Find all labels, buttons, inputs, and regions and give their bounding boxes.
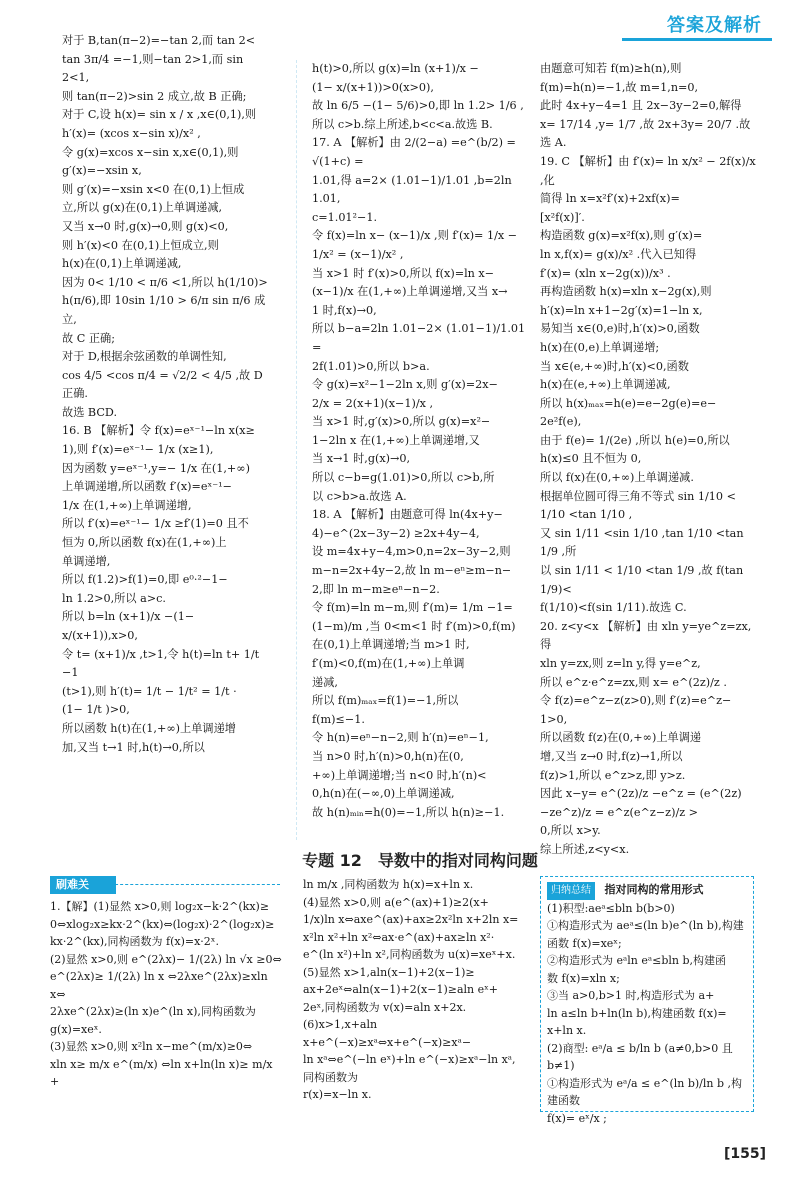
text-line: 当 x→1 时,g(x)→0, xyxy=(312,452,411,466)
page-header xyxy=(667,8,762,40)
text-line: 1−2ln x 在(1,+∞)上单调递增,又 xyxy=(312,433,480,447)
text-line: h′(x)= (xcos x−sin x)/x² , xyxy=(62,126,201,140)
text-line: h′(x)=ln x+1−2g′(x)=1−ln x, xyxy=(540,303,703,317)
text-line: x= 17/14 ,y= 1/7 ,故 2x+3y= 20/7 .故选 A. xyxy=(540,117,751,150)
text-line: 恒为 0,所以函数 f(x)在(1,+∞)上 xyxy=(62,536,227,550)
text-line: 20. z<y<x 【解析】由 xln y=ye^z=zx,得 xyxy=(540,619,752,652)
text-line: 上单调递增,所以函数 f′(x)=eˣ⁻¹− xyxy=(62,480,233,494)
text-line: xln y=zx,则 z=ln y,得 y=e^z, xyxy=(540,657,701,670)
text-line: 对于 B,tan(π−2)=−tan 2,而 tan 2< xyxy=(62,34,256,47)
text-line: 令 t= (x+1)/x ,t>1,令 h(t)=ln t+ 1/t −1 xyxy=(62,647,260,680)
text-line: 18. A 【解析】由题意可得 ln(4x+y− xyxy=(312,508,503,522)
column-1 xyxy=(62,32,272,757)
text-line: 1 时,f(x)→0, xyxy=(312,303,377,317)
text-line: (2)显然 x>0,则 e^(2λx)− 1/(2λ) ln √x ≥0⇔ xyxy=(50,952,282,966)
text-line: 对于 C,设 h(x)= sin x / x ,x∈(0,1),则 xyxy=(62,108,257,122)
text-line: e^(2λx)≥ 1/(2λ) ln x ⇔2λxe^(2λx)≥xln x⇔ xyxy=(50,970,268,1001)
text-line: 又 sin 1/11 <sin 1/10 ,tan 1/10 <tan 1/9 ,所 xyxy=(540,526,744,559)
summary-line: ①构造形式为 eᵃ/a ≤ e^(ln b)/ln b ,构建函数 xyxy=(547,1076,743,1107)
text-line: 所以 f′(x)=eˣ⁻¹− 1/x ≥f′(1)=0 且不 xyxy=(62,517,249,531)
summary-line: ②构造形式为 eᵃln eᵃ≤bln b,构建函 xyxy=(547,954,726,967)
text-line: h(t)>0,所以 g(x)=ln (x+1)/x − xyxy=(312,62,479,75)
text-line: r(x)=x−ln x. xyxy=(303,1088,372,1101)
text-line: cos 4/5 <cos π/4 = √2/2 < 4/5 ,故 D 正确. xyxy=(62,368,263,401)
text-line: 2λxe^(2λx)≥(ln x)e^(ln x),同构函数为 xyxy=(50,1005,256,1018)
text-line: 令 f(m)=ln m−m,则 f′(m)= 1/m −1= xyxy=(312,601,513,615)
difficulty-tag: 刷难关 xyxy=(50,876,116,894)
summary-line: x+ln x. xyxy=(547,1024,587,1037)
text-line: 由于 f(e)= 1/(2e) ,所以 h(e)=0,所以 xyxy=(540,433,730,447)
summary-box xyxy=(540,876,754,1125)
text-line: 此时 4x+y−4=1 且 2x−3y−2=0,解得 xyxy=(540,99,742,113)
text-line: 当 x>1 时,g′(x)>0,所以 g(x)=x²− xyxy=(312,415,491,429)
text-line: 19. C 【解析】由 f′(x)= ln x/x² − 2f(x)/x ,化 xyxy=(540,154,756,187)
summary-line: 函数 f(x)=xeˣ; xyxy=(547,936,622,950)
text-line: 因为函数 y=eˣ⁻¹,y=− 1/x 在(1,+∞) xyxy=(62,461,250,475)
text-line: g(x)=xeˣ. xyxy=(50,1022,102,1036)
text-line: 所以函数 f(z)在(0,+∞)上单调递 xyxy=(540,731,702,745)
text-line: 1/x 在(1,+∞)上单调递增, xyxy=(62,498,192,512)
text-line: f(m)=h(n)=−1,故 m=1,n=0, xyxy=(540,80,699,94)
summary-line: ln a≤ln b+ln(ln b),构建函数 f(x)= xyxy=(547,1006,727,1020)
text-line: 递减, xyxy=(312,675,338,689)
text-line: 所以 c>b.综上所述,b<c<a.故选 B. xyxy=(312,117,493,131)
text-line: kx·2^(kx),同构函数为 f(x)=x·2ˣ. xyxy=(50,935,219,948)
text-line: e^(ln x²)+ln x²,同构函数为 u(x)=xeˣ+x. xyxy=(303,948,516,961)
text-line: h(x)在(e,+∞)上单调递减, xyxy=(540,378,671,392)
text-line: (5)显然 x>1,aln(x−1)+2(x−1)≥ xyxy=(303,965,475,979)
text-line: 所以 e^z·e^z=zx,则 x= e^(2z)/z . xyxy=(540,675,727,689)
text-line: (t>1),则 h′(t)= 1/t − 1/t² = 1/t · xyxy=(62,684,237,698)
column-divider xyxy=(296,60,297,840)
text-line: 1/x)ln x⇔axe^(ax)+ax≥2x²ln x+2ln x= xyxy=(303,913,519,926)
text-line: 单调递增, xyxy=(62,554,111,568)
text-line: 1),则 f′(x)=eˣ⁻¹− 1/x (x≥1), xyxy=(62,443,214,457)
summary-line: f(x)= eˣ/x ; xyxy=(547,1111,607,1125)
text-line: 所以 f(x)在(0,+∞)上单调递减. xyxy=(540,471,694,485)
page-number: [155] xyxy=(723,1146,766,1162)
text-line: 所以 b=ln (x+1)/x −(1− x/(x+1)),x>0, xyxy=(62,610,195,642)
text-line: 4)−e^(2x−3y−2) ≥2x+4y−4, xyxy=(312,526,480,540)
text-line: ln x,f(x)= g(x)/x² .代入已知得 xyxy=(540,247,697,261)
text-line: 所以 h(x)ₘₐₓ=h(e)=e−2g(e)=e− xyxy=(540,396,717,410)
text-line: 当 x∈(e,+∞)时,h′(x)<0,函数 xyxy=(540,359,689,373)
text-line: h(π/6),即 10sin 1/10 > 6/π sin π/6 成立, xyxy=(62,294,266,326)
text-line: 所以函数 h(t)在(1,+∞)上单调递增 xyxy=(62,721,236,735)
text-line: 0,h(n)在(−∞,0)上单调递减, xyxy=(312,787,455,801)
text-line: 则 g′(x)=−xsin x<0 在(0,1)上恒成 xyxy=(62,182,245,196)
text-line: 令 g(x)=xcos x−sin x,x∈(0,1),则 xyxy=(62,145,239,159)
text-line: 简得 ln x=x²f′(x)+2xf(x)= xyxy=(540,192,680,206)
text-line: f′(x)= (xln x−2g(x))/x³ . xyxy=(540,266,671,280)
text-line: 17. A 【解析】由 2/(2−a) =e^(b/2) = √(1+c) = xyxy=(312,136,516,168)
text-line: 当 x>1 时 f′(x)>0,所以 f(x)=ln x− xyxy=(312,266,495,280)
text-line: +∞)上单调递增;当 n<0 时,h′(n)< xyxy=(312,768,487,782)
summary-line: ①构造形式为 aeᵃ≤(ln b)e^(ln b),构建 xyxy=(547,919,744,932)
summary-line: 数 f(x)=xln x; xyxy=(547,971,620,985)
text-line: h(x)≤0 且不恒为 0, xyxy=(540,452,642,466)
text-line: 综上所述,z<y<x. xyxy=(540,842,630,856)
text-line: 立,所以 g(x)在(0,1)上单调递减, xyxy=(62,201,223,215)
text-line: 所以 b−a=2ln 1.01−2× (1.01−1)/1.01 = xyxy=(312,322,526,354)
text-line: 又当 x→0 时,g(x)→0,则 g(x)<0, xyxy=(62,219,229,233)
text-line: 故选 BCD. xyxy=(62,405,118,419)
text-line: h(x)在(0,1)上单调递减, xyxy=(62,257,182,271)
text-line: 所以 f(m)ₘₐₓ=f(1)=−1,所以 xyxy=(312,694,459,708)
text-line: 故 h(n)ₘᵢₙ=h(0)=−1,所以 h(n)≥−1. xyxy=(312,805,505,819)
text-line: xln x≥ m/x e^(m/x) ⇔ln x+ln(ln x)≥ m/x + xyxy=(50,1057,273,1088)
text-line: 1>0, xyxy=(540,712,568,726)
text-line: (4)显然 x>0,则 a(e^(ax)+1)≥2(x+ xyxy=(303,895,489,909)
text-line: 0⇔xlog₂x≥kx·2^(kx)⇔(log₂x)·2^(log₂x)≥ xyxy=(50,917,275,931)
text-line: (1− x/(x+1))>0(x>0), xyxy=(312,80,434,94)
bottom-column-1 xyxy=(50,898,285,1091)
text-line: 2e²f(e), xyxy=(540,415,582,429)
text-line: 易知当 x∈(0,e)时,h′(x)>0,函数 xyxy=(540,322,700,336)
text-line: 令 f(z)=e^z−z(z>0),则 f′(z)=e^z− xyxy=(540,694,732,708)
text-line: 1/10 <tan 1/10 , xyxy=(540,508,633,522)
text-line: 1.01,得 a=2× (1.01−1)/1.01 ,b=2ln 1.01, xyxy=(312,173,512,206)
header-rule xyxy=(622,38,772,41)
tag-dashed-line xyxy=(110,884,280,885)
text-line: 所以 c−b=g(1.01)>0,所以 c>b,所 xyxy=(312,471,495,485)
text-line: 令 h(n)=eⁿ−n−2,则 h′(n)=eⁿ−1, xyxy=(312,731,489,745)
text-line: 构造函数 g(x)=x²f(x),则 g′(x)= xyxy=(540,229,703,243)
text-line: 对于 D,根据余弦函数的单调性知, xyxy=(62,350,227,364)
text-line: [x²f(x)]′. xyxy=(540,210,585,224)
text-line: 则 h′(x)<0 在(0,1)上恒成立,则 xyxy=(62,238,219,252)
text-line: 令 f(x)=ln x− (x−1)/x ,则 f′(x)= 1/x − xyxy=(312,229,518,243)
text-line: 故 C 正确; xyxy=(62,331,116,345)
text-line: (1−m)/m ,当 0<m<1 时 f′(m)>0,f(m) xyxy=(312,619,516,633)
column-2 xyxy=(312,60,528,822)
text-line: 因为 0< 1/10 < π/6 <1,所以 h(1/10)> xyxy=(62,275,268,289)
text-line: 加,又当 t→1 时,h(t)→0,所以 xyxy=(62,740,205,754)
text-line: g′(x)=−xsin x, xyxy=(62,164,142,178)
text-line: 设 m=4x+y−4,m>0,n=2x−3y−2,则 xyxy=(312,545,511,559)
text-line: 以 c>b>a.故选 A. xyxy=(312,489,407,503)
text-line: (3)显然 x>0,则 x²ln x−me^(m/x)≥0⇔ xyxy=(50,1040,253,1053)
text-line: 2f(1.01)>0,所以 b>a. xyxy=(312,359,430,373)
text-line: 因此 x−y= e^(2z)/z −e^z = (e^(2z)−ze^z)/z = e^z(e^z−z)/z > xyxy=(540,787,742,819)
text-line: f(1/10)<f(sin 1/11).故选 C. xyxy=(540,601,687,615)
text-line: 2,即 ln m−m≥eⁿ−n−2. xyxy=(312,582,440,596)
bottom-column-2 xyxy=(303,876,525,1104)
summary-line: (2)商型: eᵃ/a ≤ b/ln b (a≠0,b>0 且 b≠1) xyxy=(547,1041,733,1072)
section-title: 专题 12 导数中的指对同构问题 xyxy=(302,851,538,870)
text-line: (x−1)/x 在(1,+∞)上单调递增,又当 x→ xyxy=(312,285,508,299)
summary-line: ③当 a>0,b>1 时,构造形式为 a+ xyxy=(547,989,715,1002)
page-number-value: 155 xyxy=(730,1146,760,1162)
text-line: 1.【解】(1)显然 x>0,则 log₂x−k·2^(kx)≥ xyxy=(50,900,270,913)
text-line: 1/x² = (x−1)/x² , xyxy=(312,247,404,261)
summary-heading: 指对同构的常用形式 xyxy=(604,883,704,896)
text-line: ln m/x ,同构函数为 h(x)=x+ln x. xyxy=(303,878,474,891)
text-line: 再构造函数 h(x)=xln x−2g(x),则 xyxy=(540,285,712,299)
text-line: f(m)≤−1. xyxy=(312,712,365,726)
text-line: ax+2eˣ⇔aln(x−1)+2(x−1)≥aln eˣ+ xyxy=(303,983,499,996)
summary-tag: 归纳总结 xyxy=(547,882,595,900)
text-line: tan 3π/4 =−1,则−tan 2>1,而 sin 2<1, xyxy=(62,52,244,85)
text-line: 16. B 【解析】令 f(x)=eˣ⁻¹−ln x(x≥ xyxy=(62,424,255,438)
text-line: 以 sin 1/11 < 1/10 <tan 1/9 ,故 f(tan 1/9)< xyxy=(540,564,744,596)
text-line: 故 ln 6/5 −(1− 5/6)>0,即 ln 1.2> 1/6 , xyxy=(312,99,524,113)
text-line: 则 tan(π−2)>sin 2 成立,故 B 正确; xyxy=(62,89,247,103)
text-line: x²ln x²+ln x²⇔ax·e^(ax)+ax≥ln x²· xyxy=(303,930,495,944)
text-line: 所以 f(1.2)>f(1)=0,即 e⁰·²−1− xyxy=(62,573,228,587)
text-line: 0,所以 x>y. xyxy=(540,824,601,838)
column-3 xyxy=(540,60,760,860)
text-line: h(x)在(0,e)上单调递增; xyxy=(540,340,660,354)
text-line: f′(m)<0,f(m)在(1,+∞)上单调 xyxy=(312,657,465,670)
text-line: (6)x>1,x+aln x+e^(−x)≥xᵃ⇔x+e^(−x)≥xᵃ− xyxy=(303,1018,472,1049)
text-line: 增,又当 z→0 时,f(z)→1,所以 xyxy=(540,749,683,763)
text-line: ln 1.2>0,所以 a>c. xyxy=(62,591,166,605)
text-line: (1− 1/t )>0, xyxy=(62,703,130,717)
summary-lines xyxy=(547,900,747,1128)
text-line: 令 g(x)=x²−1−2ln x,则 g′(x)=2x− xyxy=(312,378,498,392)
text-line: 2/x = 2(x+1)(x−1)/x , xyxy=(312,396,434,410)
text-line: 当 n>0 时,h′(n)>0,h(n)在(0, xyxy=(312,749,464,763)
text-line: 2eˣ,同构函数为 v(x)=aln x+2x. xyxy=(303,1000,467,1014)
header-title: 答案及解析 xyxy=(667,15,762,36)
text-line: f(z)>1,所以 e^z>z,即 y>z. xyxy=(540,768,686,782)
text-line: ln xᵃ⇔e^(−ln eˣ)+ln e^(−x)≥xᵃ−ln xᵃ,同构函数为 xyxy=(303,1053,516,1084)
summary-line: (1)积型:aeᵃ≤bln b(b>0) xyxy=(547,901,675,915)
text-line: c=1.01²−1. xyxy=(312,210,378,224)
text-line: 根据单位圆可得三角不等式 sin 1/10 < xyxy=(540,489,736,503)
text-line: 由题意可知若 f(m)≥h(n),则 xyxy=(540,62,682,75)
text-line: m−n=2x+4y−2,故 ln m−eⁿ≥m−n− xyxy=(312,564,512,578)
text-line: 在(0,1)上单调递增;当 m>1 时, xyxy=(312,638,470,652)
